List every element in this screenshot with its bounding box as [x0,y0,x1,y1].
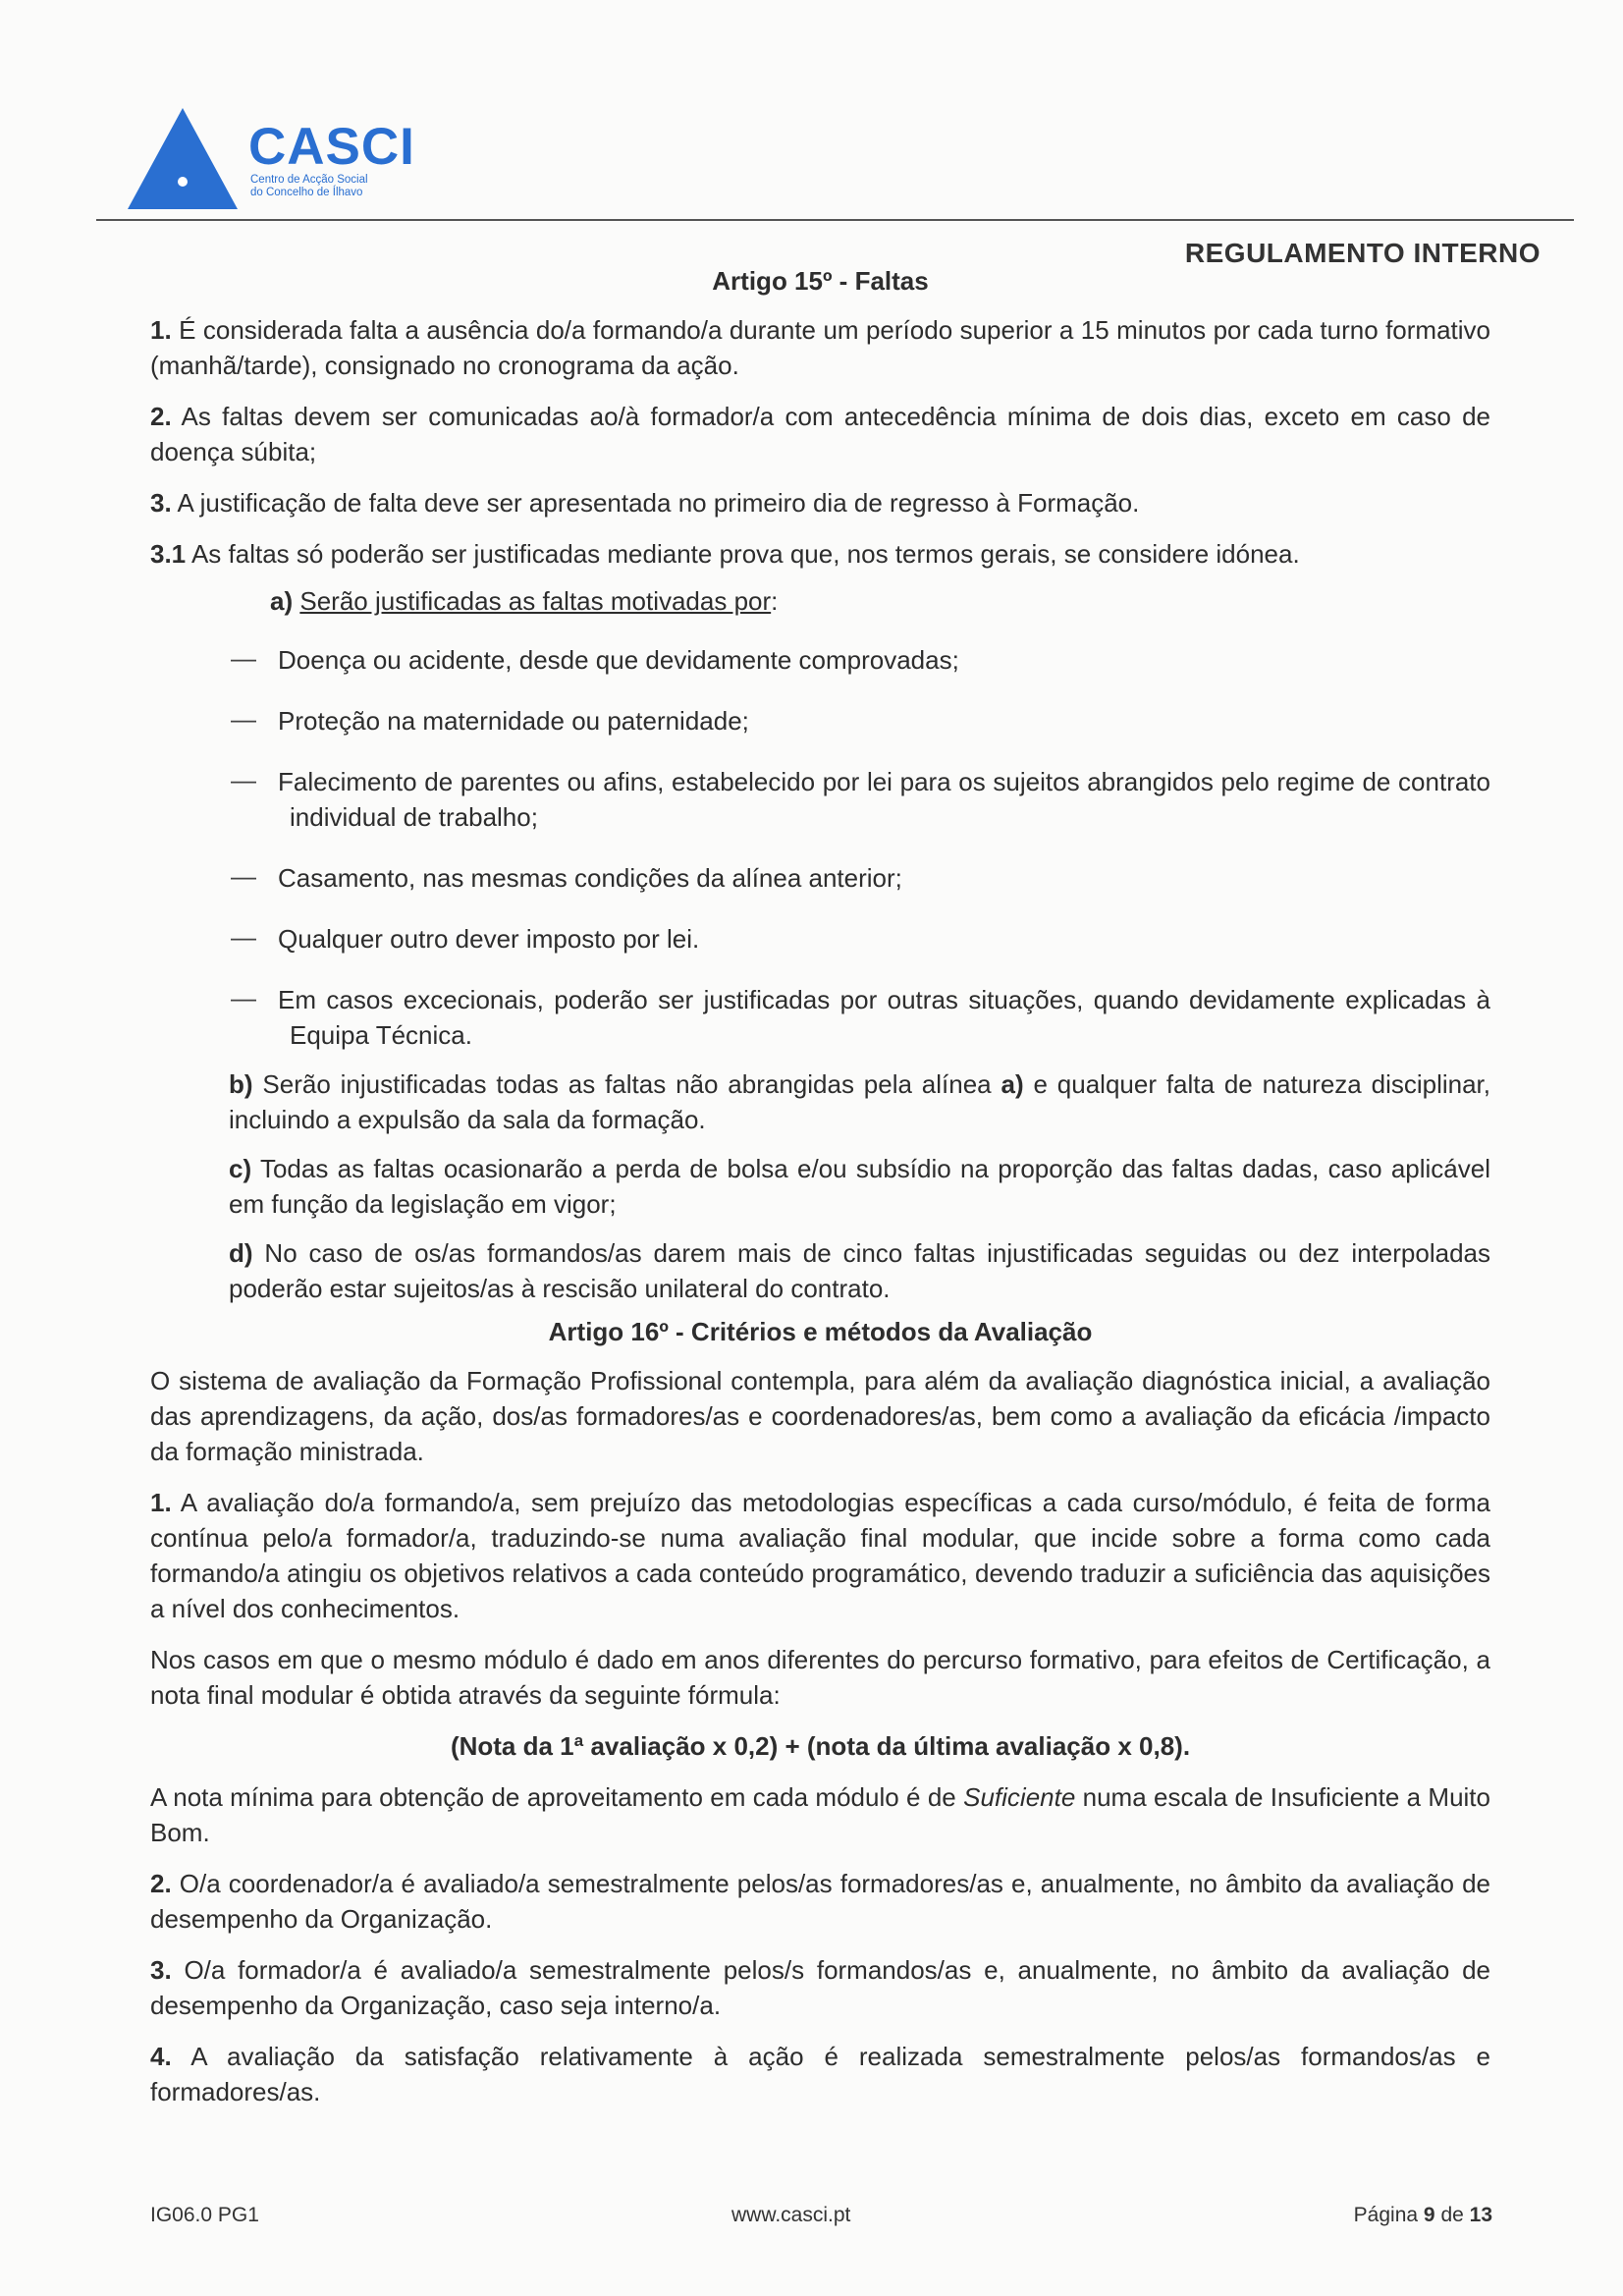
paragraph-text: A avaliação da satisfação relativamente à ação é realizada semestralmente pelos/as formandos/as e formadores/as. [150,2042,1490,2106]
paragraph-text: O/a coordenador/a é avaliado/a semestralmente pelos/as formadores/as e, anualmente, no âmbito da avaliação de desempenho da Organização. [150,1869,1490,1934]
paragraph-text: O/a formador/a é avaliado/a semestralmente pelos/s formandos/as e, anualmente, no âmbito da avaliação de desempenho da Organização, caso seja interno/a. [150,1955,1490,2020]
casci-logo [126,103,420,211]
grade-formula: (Nota da 1ª avaliação x 0,2) + (nota da última avaliação x 0,8). [450,1731,1191,1761]
paragraph-number: 1. [150,1488,172,1517]
list-item-text: Falecimento de parentes ou afins, estabelecido por lei para os sujeitos abrangidos pelo regime de contrato individual de trabalho; [278,767,1490,832]
art16-intro: O sistema de avaliação da Formação Profissional contempla, para além da avaliação diagnóstica inicial, a avaliação das aprendizagens, da ação, dos/as formadores/as e coordenadores/as, bem como a avaliação da eficácia /impacto da formação ministrada. [150,1366,1490,1466]
dash-bullet: — [231,704,256,734]
paragraph-number: 2. [150,402,172,431]
article-16-title: Artigo 16º - Critérios e métodos da Avaliação [548,1317,1093,1346]
art16-paragraph-1 [150,1485,1490,1626]
paragraph-text: A nota mínima para obtenção de aproveitamento em cada módulo é de [150,1782,956,1812]
list-item-text: Doença ou acidente, desde que devidamente comprovadas; [278,645,959,675]
paragraph-text: As faltas só poderão ser justificadas mediante prova que, nos termos gerais, se considere idónea. [190,539,1300,569]
subsection-label: b) [229,1069,253,1099]
justified-reason-item [150,642,1490,678]
dash-bullet: — [231,861,256,891]
article-15-title: Artigo 15º - Faltas [712,266,929,296]
logo-subtitle [250,174,368,199]
page-current: 9 [1423,2204,1435,2226]
art16-paragraph-3 [150,1952,1490,2023]
paragraph-text: A avaliação do/a formando/a, sem prejuízo das metodologias específicas a cada curso/módulo, é feita de forma contínua pelo/a formador/a, traduzindo-se numa avaliação final modular, que incide sobre a forma como cada formando/a atingiu os objetivos relativos a cada conteúdo programático, devendo traduzir a suficiência das aquisições a nível dos conhecimentos. [150,1488,1491,1623]
list-item-text: Casamento, nas mesmas condições da alínea anterior; [278,863,902,893]
justified-reason-item [150,764,1490,835]
dash-bullet: — [231,983,256,1012]
subsection-text: Todas as faltas ocasionarão a perda de bolsa e/ou subsídio na proporção das faltas dadas, caso aplicável em função da legislação em vigor; [229,1154,1490,1219]
art15-paragraph-3 [150,485,1490,520]
logo-subtitle-line2: do Concelho de Ílhavo [250,187,363,198]
header-divider [96,219,1574,221]
subsection-label: d) [229,1238,253,1268]
art16-cases-paragraph: Nos casos em que o mesmo módulo é dado em anos diferentes do percurso formativo, para efeitos de Certificação, a nota final modular é obtida através da seguinte fórmula: [150,1645,1490,1710]
subsection-label: c) [229,1154,252,1183]
subsection-reference: a) [1001,1069,1024,1099]
document-type: REGULAMENTO INTERNO [1184,238,1541,268]
triangle-logo-icon [126,103,243,211]
subsection-text: Serão justificadas as faltas motivadas por [299,586,772,616]
footer-website-link[interactable]: www.casci.pt [731,2204,851,2226]
art16-paragraph-2 [150,1866,1490,1937]
subsection-colon: : [771,586,779,616]
paragraph-text: A justificação de falta deve ser apresentada no primeiro dia de regresso à Formação. [177,488,1140,518]
art16-minimum-grade [150,1779,1490,1850]
art15-paragraph-1 [150,312,1490,383]
subsection-c [229,1151,1490,1222]
subsection-text-cont: e qualquer falta de natureza disciplinar, incluindo a expulsão da sala da formação. [229,1069,1490,1134]
paragraph-number: 1. [150,315,172,345]
subsection-a [270,583,1490,619]
list-item-text: Em casos excecionais, poderão ser justificadas por outras situações, quando devidamente explicadas à Equipa Técnica. [278,985,1490,1050]
justified-reason-item [150,703,1490,738]
paragraph-number: 3. [150,488,172,518]
footer-page-number [1354,2204,1492,2227]
art15-paragraph-2 [150,399,1490,469]
paragraph-number: 3.1 [150,539,187,569]
paragraph-number: 2. [150,1869,172,1898]
dash-bullet: — [231,922,256,952]
subsection-b [229,1066,1490,1137]
subsection-text: Serão injustificadas todas as faltas não abrangidas pela alínea [262,1069,992,1099]
logo-subtitle-line1: Centro de Acção Social [250,174,368,186]
dash-bullet: — [231,765,256,794]
paragraph-number: 4. [150,2042,172,2071]
list-item-text: Proteção na maternidade ou paternidade; [278,706,749,736]
subsection-text: No caso de os/as formandos/as darem mais de cinco faltas injustificadas seguidas ou dez interpoladas poderão estar sujeitos/as à rescisão unilateral do contrato. [229,1238,1490,1303]
justified-reason-item [150,982,1490,1053]
list-item-text: Qualquer outro dever imposto por lei. [278,924,700,954]
dash-bullet: — [231,643,256,673]
paragraph-text-cont: numa escala de Insuficiente a Muito Bom. [150,1782,1490,1847]
paragraph-text: As faltas devem ser comunicadas ao/à formador/a com antecedência mínima de dois dias, exceto em caso de doença súbita; [150,402,1490,466]
art15-paragraph-3-1 [150,536,1490,572]
document-body [150,263,1490,2125]
subsection-label: a) [270,586,294,616]
footer-document-code: IG06.0 PG1 [150,2204,259,2226]
emphasis-grade: Suficiente [963,1782,1076,1812]
justified-reason-item [150,921,1490,957]
subsection-d [229,1235,1490,1306]
art16-paragraph-4 [150,2039,1490,2109]
page-of: de [1440,2204,1464,2226]
page-prefix: Página [1353,2204,1419,2226]
page-total: 13 [1469,2204,1492,2226]
logo-name: CASCI [248,118,415,176]
justified-reason-item [150,860,1490,896]
paragraph-text: É considerada falta a ausência do/a formando/a durante um período superior a 15 minutos por cada turno formativo (manhã/tarde), consignado no cronograma da ação. [150,315,1490,380]
paragraph-number: 3. [150,1955,172,1985]
